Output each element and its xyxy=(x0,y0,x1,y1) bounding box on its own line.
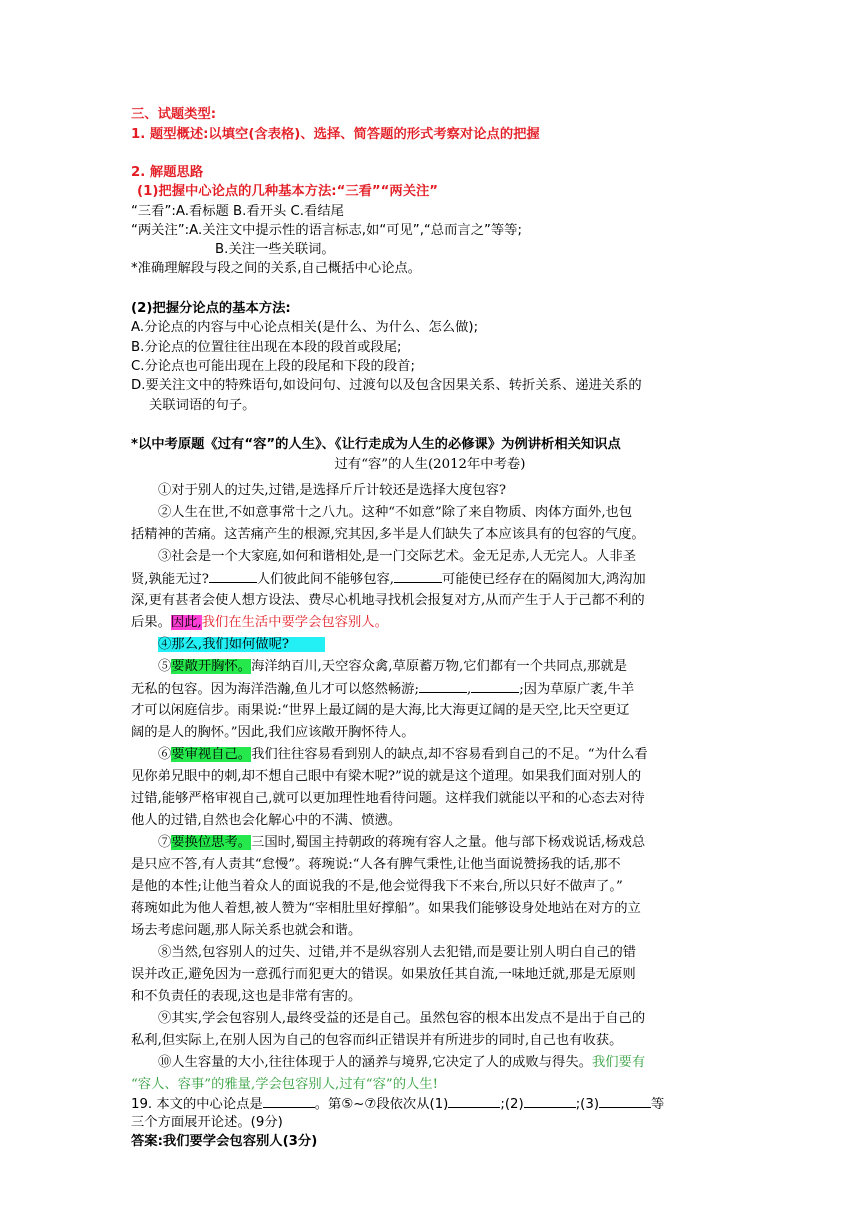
p5-subclaim: 要敞开胸怀。 xyxy=(171,659,252,674)
p3-text-b: 人们彼此间不能够包容, xyxy=(256,572,395,587)
paragraph-6-line-4: 他人的过错,自然也会化解心中的不满、愤懑。 xyxy=(131,813,402,828)
paragraph-6-line-1 xyxy=(158,746,648,764)
paragraph-3-line-3: 深,更有甚者会使人想方设法、费尽心机地寻找机会报复对方,从而产生于人于己都不利的 xyxy=(131,593,645,608)
paragraph-3-line-4 xyxy=(131,614,388,632)
answer-blank-1[interactable] xyxy=(448,1095,500,1108)
paragraph-10-line-2: “容人、容事”的雅量,学会包容别人,过有“容”的人生! xyxy=(131,1077,438,1092)
item-1-heading: 1. 题型概述:以填空(含表格)、选择、简答题的形式考察对论点的把握 xyxy=(131,127,540,142)
item-2-heading: 2. 解题思路 xyxy=(131,165,204,180)
paragraph-4 xyxy=(158,636,325,654)
blank-connective-1 xyxy=(209,570,257,583)
liangguanzhu-a: “两关注”:A.关注文中提示性的语言标志,如“可见”,“总而言之”等等; xyxy=(131,223,522,238)
paragraph-6-line-2: 见你弟兄眼中的刺,却不想自己眼中有梁木呢?”说的就是这个道理。如果我们面对别人的 xyxy=(131,769,642,784)
paragraph-8-line-1: ⑧当然,包容别人的过失、过错,并不是纵容别人去犯错,而是要让别人明白自己的错 xyxy=(158,945,637,960)
q19-text-d: ;(3) xyxy=(575,1097,600,1112)
example-heading: *以中考原题《过有“容”的人生》、《让行走成为人生的必修课》为例讲析相关知识点 xyxy=(131,437,621,452)
paragraph-3-line-2 xyxy=(131,570,646,589)
paragraph-7-line-4: 蒋琬如此为他人着想,被人赞为“宰相肚里好撑船”。如果我们能够设身处地站在对方的立 xyxy=(131,901,641,916)
liangguanzhu-b: B.关注一些关联词。 xyxy=(215,242,335,257)
p5-text-b: 无私的包容。因为海洋浩瀚,鱼儿才可以悠然畅游; xyxy=(131,682,419,697)
question-19-line-2: 三个方面展开论述。(9分) xyxy=(131,1115,283,1130)
p7-subclaim: 要换位思考。 xyxy=(171,835,252,850)
p3-text-d: 后果。 xyxy=(131,615,171,630)
p5-text-c: ;因为草原广袤,牛羊 xyxy=(519,682,635,697)
paragraph-3-line-1: ③社会是一个大家庭,如何和谐相处,是一门交际艺术。金无足赤,人无完人。人非圣 xyxy=(158,549,637,564)
q19-text-a: 19. 本文的中心论点是 xyxy=(131,1097,263,1112)
blank-connective-2 xyxy=(394,570,442,583)
blank-fill-2 xyxy=(471,680,519,693)
p4-highlighted: ④那么,我们如何做呢? xyxy=(158,637,325,652)
blank-fill-1 xyxy=(419,680,467,693)
method-a: A.分论点的内容与中心论点相关(是什么、为什么、怎么做); xyxy=(131,320,479,335)
paragraph-7-line-3: 是他的本性;让他当着众人的面说我的不是,他会觉得我下不来台,所以只好不做声了。” xyxy=(131,879,623,894)
p10-conclusion-a: 我们要有 xyxy=(591,1055,646,1070)
p10-text-a: ⑩人生容量的大小,往往体现于人的涵养与境界,它决定了人的成败与得失。 xyxy=(158,1055,592,1070)
p7-num: ⑦ xyxy=(158,835,172,850)
answer-line: 答案:我们要学会包容别人(3分) xyxy=(131,1134,318,1149)
p3-central-claim: 我们在生活中要学会包容别人。 xyxy=(201,615,388,630)
p6-num: ⑥ xyxy=(158,747,172,762)
section-title: 三、试题类型: xyxy=(131,107,217,122)
paragraph-6-line-3: 过错,能够严格审视自己,就可以更加理性地看待问题。这样我们就能以平和的心态去对待 xyxy=(131,791,645,806)
q19-text-c: ;(2) xyxy=(500,1097,524,1112)
paragraph-5-line-3: 才可以闲庭信步。雨果说:“世界上最辽阔的是大海,比大海更辽阔的是天空,比天空更辽 xyxy=(131,703,630,718)
article-title: 过有“容”的人生(2012年中考卷) xyxy=(334,457,526,472)
p6-subclaim: 要审视自己。 xyxy=(171,747,252,762)
note-line: *准确理解段与段之间的关系,自己概括中心论点。 xyxy=(131,261,422,276)
paragraph-1: ①对于别人的过失,过错,是选择斤斤计较还是选择大度包容? xyxy=(158,483,507,498)
p6-text-a: 我们往往容易看到别人的缺点,却不容易看到自己的不足。“为什么看 xyxy=(251,747,648,762)
answer-blank-3[interactable] xyxy=(599,1095,651,1108)
method-d: D.要关注文中的特殊语句,如设问句、过渡句以及包含因果关系、转折关系、递进关系的 xyxy=(131,378,642,393)
paragraph-8-line-2: 误并改正,避免因为一意孤行而犯更大的错误。如果放任其自流,一味地迁就,那是无原则 xyxy=(131,967,636,982)
p3-text-a: 贤,孰能无过? xyxy=(131,572,209,587)
method-c: C.分论点也可能出现在上段的段尾和下段的段首; xyxy=(131,359,415,374)
paragraph-9-line-2: 私利,但实际上,在别人因为自己的包容而纠正错误并有所进步的同时,自己也有收获。 xyxy=(131,1033,623,1048)
q19-text-e: 等 xyxy=(651,1097,665,1112)
p5-num: ⑤ xyxy=(158,659,172,674)
sankan-line: “三看”:A.看标题 B.看开头 C.看结尾 xyxy=(131,204,344,219)
q19-text-b: 。第⑤~⑦段依次从(1) xyxy=(314,1097,449,1112)
paragraph-10-line-1 xyxy=(158,1054,645,1072)
paragraph-2-line-1: ②人生在世,不如意事常十之八九。这种“不如意”除了来自物质、肉体方面外,也包 xyxy=(158,505,633,520)
paragraph-5-line-4: 阔的是人的胸怀。”因此,我们应该敞开胸怀待人。 xyxy=(131,725,415,740)
paragraph-7-line-5: 场去考虑问题,那人际关系也就会和谐。 xyxy=(131,923,362,938)
answer-blank-2[interactable] xyxy=(524,1095,576,1108)
p7-text-a: 三国时,蜀国主持朝政的蒋琬有容人之量。他与部下杨戏说话,杨戏总 xyxy=(251,835,646,850)
paragraph-2-line-2: 括精神的苦痛。这苦痛产生的根源,究其因,多半是人们缺失了本应该具有的包容的气度。 xyxy=(131,527,645,542)
p5-comma: , xyxy=(466,682,472,697)
p3-highlight-therefore: 因此, xyxy=(170,615,202,630)
p5-text-a: 海洋纳百川,天空容众禽,草原蓄万物,它们都有一个共同点,那就是 xyxy=(251,659,627,674)
paragraph-8-line-3: 和不负责任的表现,这也是非常有害的。 xyxy=(131,989,362,1004)
sub1-title: (1)把握中心论点的几种基本方法:“三看”“两关注” xyxy=(137,184,439,199)
method-b: B.分论点的位置往往出现在本段的段首或段尾; xyxy=(131,340,402,355)
paragraph-5-line-2 xyxy=(131,680,634,699)
p3-text-c: 可能使已经存在的隔阂加大,鸿沟加 xyxy=(442,572,646,587)
sub2-title: (2)把握分论点的基本方法: xyxy=(131,301,291,316)
paragraph-7-line-1 xyxy=(158,834,645,852)
answer-blank-central[interactable] xyxy=(263,1095,315,1108)
question-19-line-1 xyxy=(131,1095,664,1114)
paragraph-9-line-1: ⑨其实,学会包容别人,最终受益的还是自己。虽然包容的根本出发点不是出于自己的 xyxy=(158,1011,646,1026)
paragraph-5-line-1 xyxy=(158,658,627,676)
method-d-cont: 关联词语的句子。 xyxy=(149,398,256,413)
paragraph-7-line-2: 是只应不答,有人责其“怠慢”。蒋琬说:“人各有脾气秉性,让他当面说赞扬我的话,那不 xyxy=(131,857,621,872)
